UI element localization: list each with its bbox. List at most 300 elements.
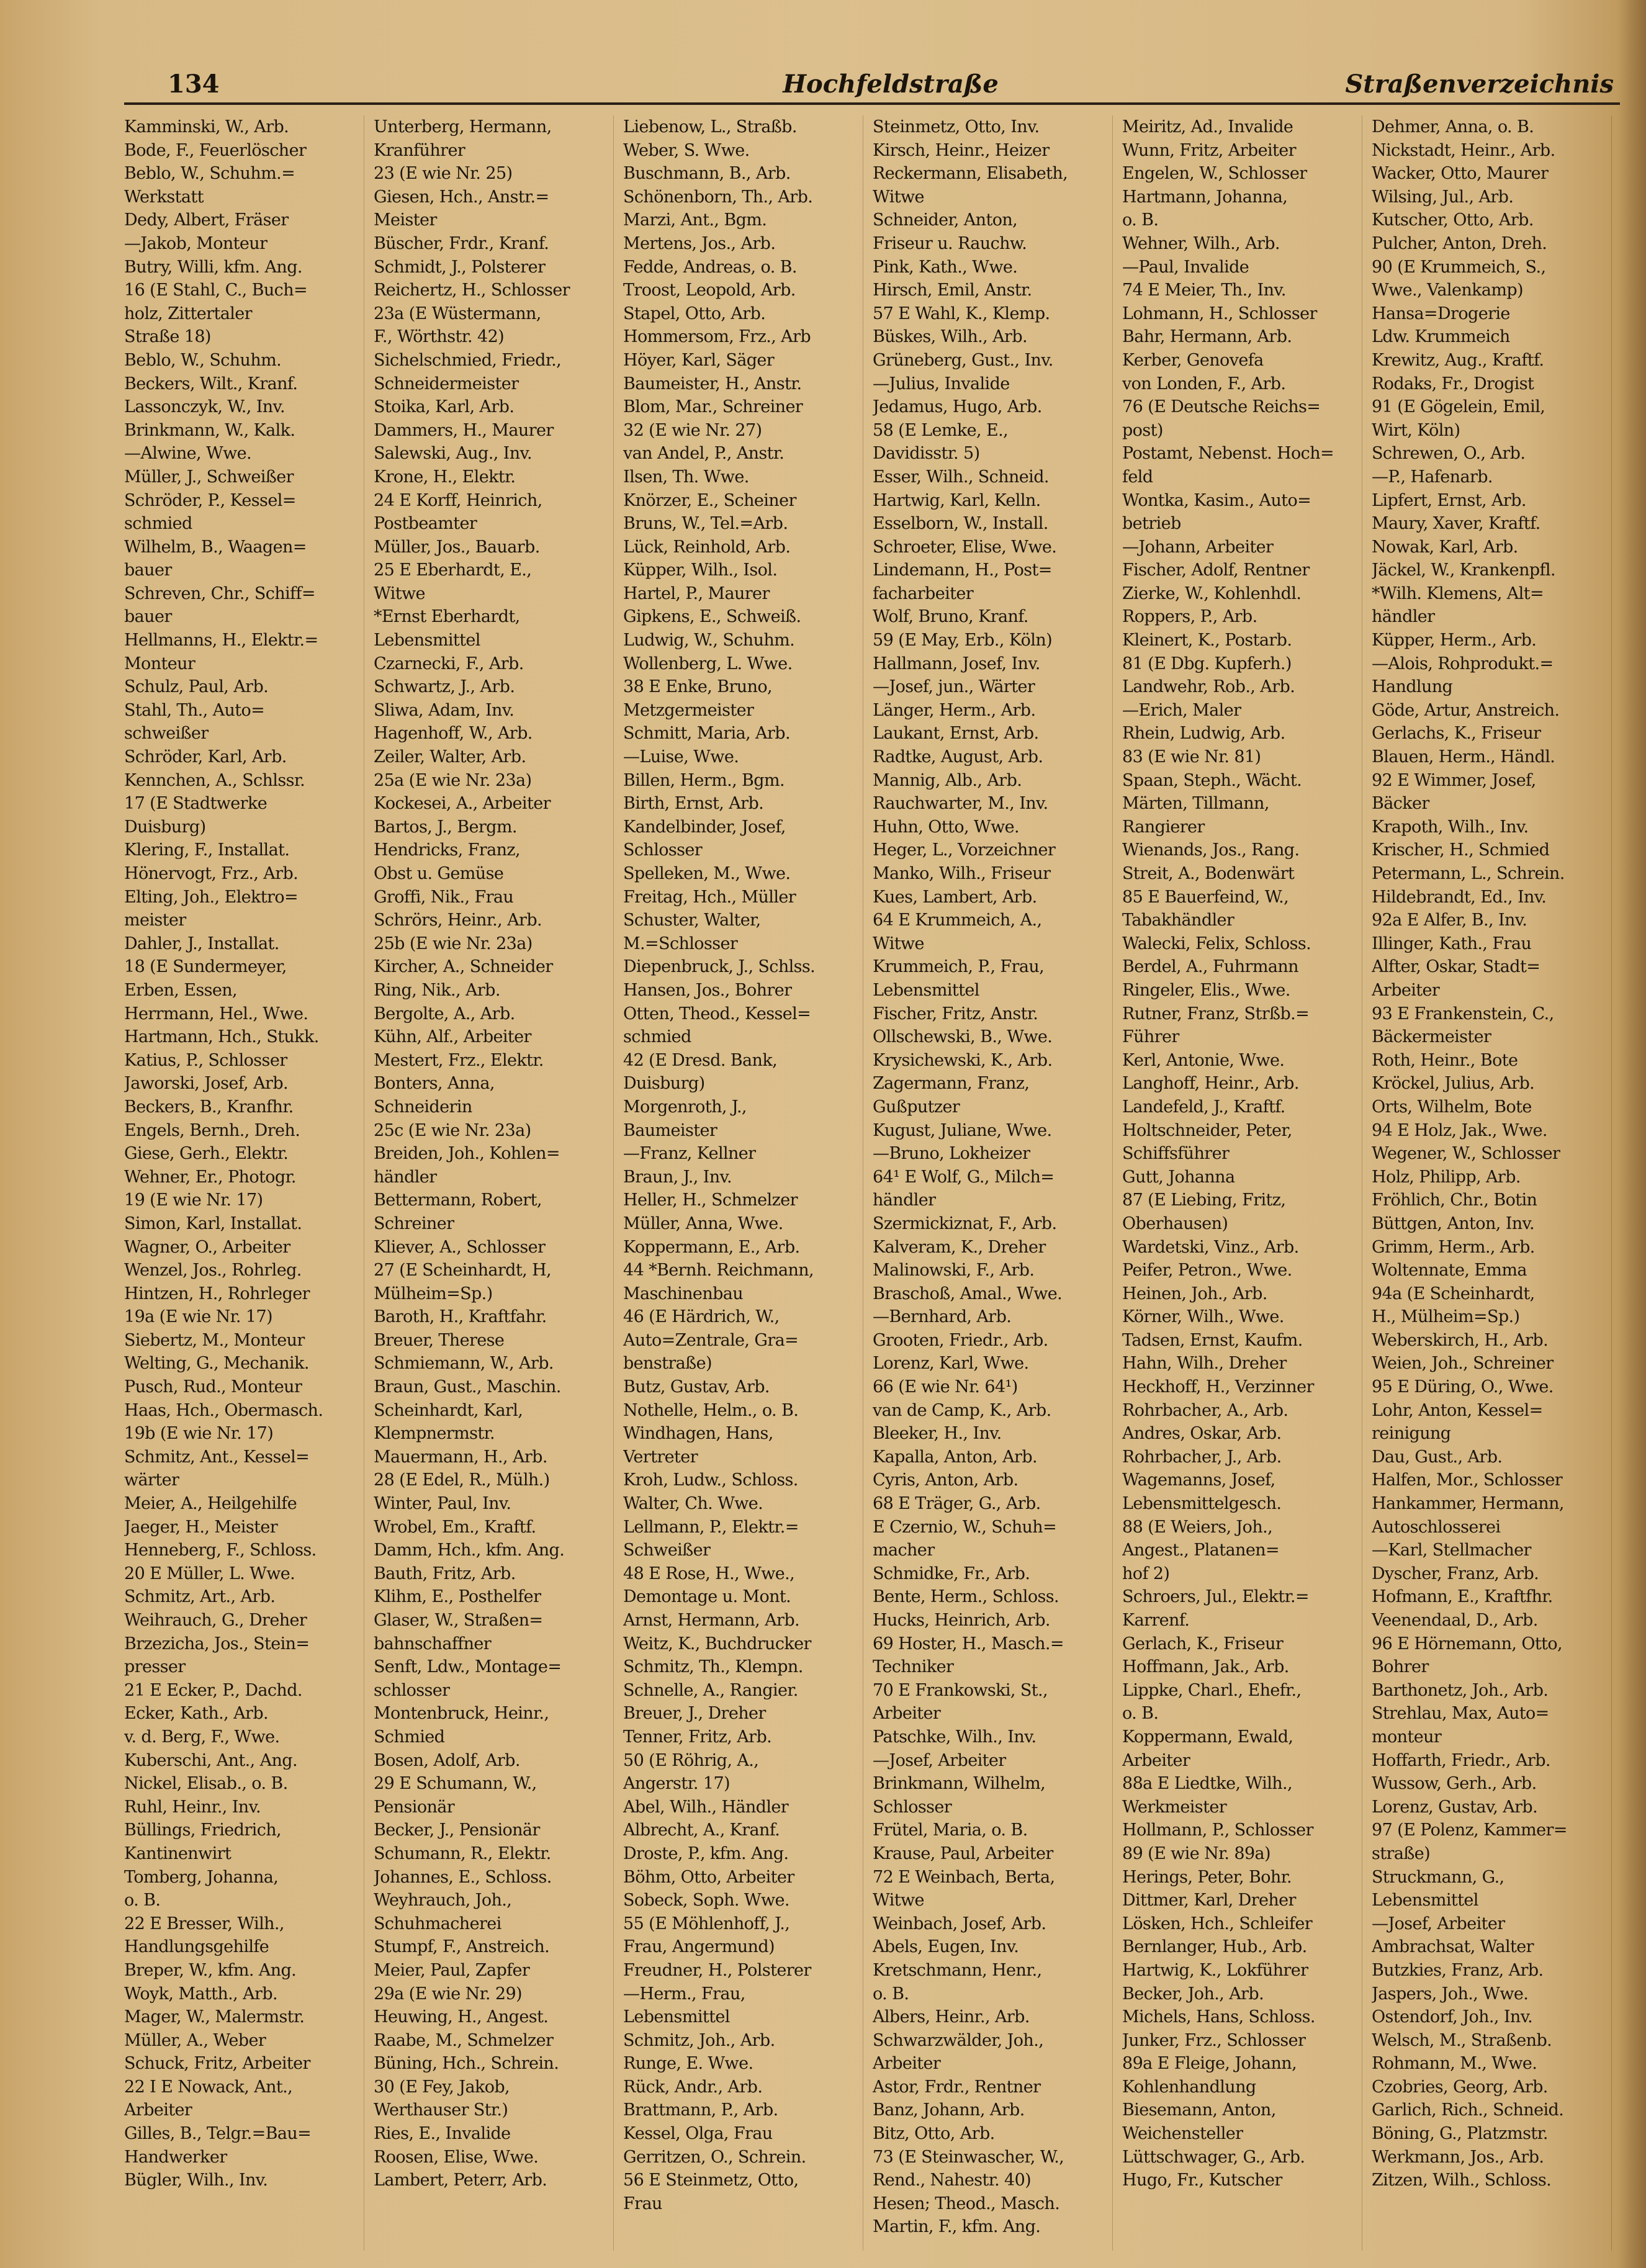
directory-entry-line: van Andel, P., Anstr. [623, 444, 785, 464]
directory-entry-line: Otten, Theod., Kessel= [623, 1004, 811, 1024]
directory-entry-line: Krummeich, P., Frau, [873, 957, 1045, 977]
directory-entry-line: Weihrauch, G., Dreher [124, 1611, 307, 1630]
directory-entry-line: —Herm., Frau, [623, 1984, 745, 2004]
directory-entry-line: 89a E Fleige, Johann, [1122, 2054, 1297, 2074]
directory-entry-line: Rangierer [1122, 817, 1205, 837]
directory-entry-line: Jaworski, Josef, Arb. [124, 1074, 288, 1094]
directory-entry-line: Schlosser [873, 1797, 952, 1817]
directory-entry-line: händler [873, 1190, 936, 1210]
directory-entry-line: betrieb [1122, 514, 1181, 534]
directory-entry-line: Schmitt, Maria, Arb. [623, 724, 790, 744]
directory-entry-line: 94 E Holz, Jak., Wwe. [1372, 1120, 1547, 1140]
directory-entry-line: Schreven, Chr., Schiff= [124, 583, 315, 603]
directory-entry-line: —Johann, Arbeiter [1122, 537, 1274, 557]
directory-entry-line: Kliever, A., Schlosser [374, 1237, 546, 1257]
directory-entry-line: Büttgen, Anton, Inv. [1372, 1213, 1534, 1233]
directory-entry-line: 25a (E wie Nr. 23a) [374, 770, 532, 790]
directory-entry-line: Lorenz, Gustav, Arb. [1372, 1797, 1538, 1817]
directory-entry-line: Jäckel, W., Krankenpfl. [1372, 560, 1555, 580]
directory-entry-line: H., Mülheim=Sp.) [1372, 1307, 1520, 1327]
directory-entry-line: Wacker, Otto, Maurer [1372, 164, 1549, 184]
directory-entry-line: Kühn, Alf., Arbeiter [374, 1027, 531, 1047]
directory-entry-line: —Josef, Arbeiter [1372, 1914, 1505, 1933]
directory-entry-line: 23a (E Wüstermann, [374, 304, 541, 323]
directory-entry-line: Ries, E., Invalide [374, 2124, 511, 2144]
directory-entry-line: Salewski, Aug., Inv. [374, 444, 532, 464]
directory-entry-line: Hartmann, Johanna, [1122, 187, 1288, 207]
directory-entry-line: bauer [124, 607, 172, 627]
directory-entry-line: Kohlenhandlung [1122, 2077, 1256, 2097]
directory-entry-line: Hesen; Theod., Masch. [873, 2194, 1060, 2213]
directory-entry-line: Handlung [1372, 677, 1453, 697]
directory-entry-line: Zierke, W., Kohlenhdl. [1122, 583, 1302, 603]
directory-entry-line: Werkmeister [1122, 1797, 1227, 1817]
directory-entry-line: 88 (E Weiers, Joh., [1122, 1517, 1273, 1537]
directory-entry-line: Landwehr, Rob., Arb. [1122, 677, 1295, 697]
directory-entry-line: Runge, E. Wwe. [623, 2054, 753, 2074]
directory-entry-line: Baumeister [623, 1120, 717, 1140]
directory-entry-line: Witwe [873, 934, 924, 953]
directory-entry-line: Führer [1122, 1027, 1179, 1047]
directory-entry-line: *Ernst Eberhardt, [374, 607, 520, 627]
directory-entry-line: schweißer [124, 724, 209, 744]
directory-entry-line: Weichensteller [1122, 2124, 1243, 2144]
directory-entry-line: 25c (E wie Nr. 23a) [374, 1120, 531, 1140]
directory-entry-line: Baumeister, H., Anstr. [623, 374, 802, 394]
directory-entry-line: Engels, Bernh., Dreh. [124, 1120, 300, 1140]
directory-entry-line: Kandelbinder, Josef, [623, 817, 786, 837]
directory-entry-line: o. B. [1122, 1704, 1159, 1724]
directory-entry-line: Bäcker [1372, 794, 1429, 814]
directory-entry-line: Dau, Gust., Arb. [1372, 1447, 1503, 1467]
directory-entry-line: Martin, F., kfm. Ang. [873, 2217, 1041, 2237]
directory-entry-line: Schmitz, Ant., Kessel= [124, 1447, 310, 1467]
directory-entry-line: Patschke, Wilh., Inv. [873, 1727, 1037, 1747]
directory-entry-line: Monteur [124, 654, 196, 673]
directory-entry-line: Krapoth, Wilh., Inv. [1372, 817, 1529, 837]
directory-entry-line: Droste, P., kfm. Ang. [623, 1843, 789, 1863]
directory-entry-line: Wehner, Wilh., Arb. [1122, 233, 1280, 253]
directory-entry-line: Lebensmittel [374, 631, 480, 650]
directory-entry-line: Weberskirch, H., Arb. [1372, 1330, 1549, 1350]
directory-entry-line: 28 (E Edel, R., Mülh.) [374, 1470, 550, 1490]
directory-entry-line: Freitag, Hch., Müller [623, 887, 796, 907]
directory-entry-line: Alfter, Oskar, Stadt= [1372, 957, 1540, 977]
directory-entry-line: Lösken, Hch., Schleifer [1122, 1914, 1313, 1933]
directory-entry-line: 18 (E Sundermeyer, [124, 957, 287, 977]
directory-entry-line: Schwarzwälder, Joh., [873, 2030, 1044, 2050]
directory-entry-line: 25 E Eberhardt, E., [374, 560, 532, 580]
directory-entry-line: Grimm, Herm., Arb. [1372, 1237, 1535, 1257]
directory-entry-line: Troost, Leopold, Arb. [623, 281, 796, 300]
directory-entry-line: Wegener, W., Schlosser [1372, 1144, 1560, 1164]
directory-entry-line: Müller, Jos., Bauarb. [374, 537, 540, 557]
directory-entry-line: 24 E Korff, Heinrich, [374, 490, 542, 510]
directory-entry-line: Werthauser Str.) [374, 2100, 508, 2120]
directory-entry-line: Jedamus, Hugo, Arb. [873, 397, 1042, 417]
directory-entry-line: Herrmann, Hel., Wwe. [124, 1004, 308, 1024]
directory-entry-line: Hofmann, E., Kraftfhr. [1372, 1587, 1553, 1607]
directory-entry-line: Länger, Herm., Arb. [873, 700, 1036, 720]
directory-entry-line: Spelleken, M., Wwe. [623, 864, 791, 883]
directory-entry-line: Czobries, Georg, Arb. [1372, 2077, 1548, 2097]
directory-entry-line: van de Camp, K., Arb. [873, 1400, 1051, 1420]
directory-entry-line: Hintzen, H., Rohrleger [124, 1284, 310, 1303]
directory-entry-line: Lüttschwager, G., Arb. [1122, 2147, 1305, 2167]
directory-entry-line: 76 (E Deutsche Reichs= [1122, 397, 1321, 417]
directory-entry-line: Hollmann, P., Schlosser [1122, 1820, 1313, 1840]
directory-entry-line: Radtke, August, Arb. [873, 747, 1043, 767]
directory-entry-line: Ldw. Krummeich [1372, 327, 1510, 347]
directory-entry-line: Petermann, L., Schrein. [1372, 864, 1565, 883]
directory-entry-line: 90 (E Krummeich, S., [1372, 257, 1546, 277]
directory-entry-line: Kues, Lambert, Arb. [873, 887, 1037, 907]
directory-entry-line: Czarnecki, F., Arb. [374, 654, 524, 673]
directory-entry-line: —Luise, Wwe. [623, 747, 739, 767]
directory-entry-line: Schuck, Fritz, Arbeiter [124, 2054, 310, 2074]
directory-entry-line: Holtschneider, Peter, [1122, 1120, 1292, 1140]
directory-entry-line: Walecki, Felix, Schloss. [1122, 934, 1311, 953]
directory-entry-line: Weinbach, Josef, Arb. [873, 1914, 1046, 1933]
directory-entry-line: Heuwing, H., Angest. [374, 2007, 549, 2027]
directory-entry-line: Krone, H., Elektr. [374, 467, 516, 487]
directory-entry-line: Glaser, W., Straßen= [374, 1611, 543, 1630]
directory-entry-line: Bruns, W., Tel.=Arb. [623, 514, 788, 534]
directory-entry-line: Handlungsgehilfe [124, 1937, 269, 1957]
directory-entry-line: Schulz, Paul, Arb. [124, 677, 269, 697]
directory-entry-line: Berdel, A., Fuhrmann [1122, 957, 1298, 977]
directory-entry-line: Knörzer, E., Scheiner [623, 490, 796, 510]
directory-entry-line: 22 I E Nowack, Ant., [124, 2077, 293, 2097]
directory-entry-line: Giese, Gerh., Elektr. [124, 1144, 289, 1164]
directory-entry-line: Schrewen, O., Arb. [1372, 444, 1526, 464]
directory-entry-line: Lück, Reinhold, Arb. [623, 537, 791, 557]
directory-entry-line: —P., Hafenarb. [1372, 467, 1493, 487]
directory-entry-line: Biesemann, Anton, [1122, 2100, 1276, 2120]
directory-entry-line: o. B. [873, 1984, 909, 2004]
directory-entry-line: Ilsen, Th. Wwe. [623, 467, 749, 487]
directory-entry-line: Dehmer, Anna, o. B. [1372, 117, 1534, 137]
directory-entry-line: Albers, Heinr., Arb. [873, 2007, 1030, 2027]
directory-entry-line: macher [873, 1541, 935, 1560]
directory-entry-line: 72 E Weinbach, Berta, [873, 1867, 1055, 1887]
directory-entry-line: Welting, G., Mechanik. [124, 1354, 309, 1374]
directory-entry-line: Witwe [374, 583, 425, 603]
directory-entry-line: Rutner, Franz, Strßb.= [1122, 1004, 1310, 1024]
directory-entry-line: Ostendorf, Joh., Inv. [1372, 2007, 1533, 2027]
directory-entry-line: Lipfert, Ernst, Arb. [1372, 490, 1526, 510]
directory-entry-line: Frütel, Maria, o. B. [873, 1820, 1028, 1840]
directory-entry-line: Banz, Johann, Arb. [873, 2100, 1025, 2120]
directory-entry-line: Walter, Ch. Wwe. [623, 1494, 763, 1514]
directory-entry-line: Rodaks, Fr., Drogist [1372, 374, 1534, 394]
directory-entry-line: Halfen, Mor., Schlosser [1372, 1470, 1563, 1490]
directory-entry-line: Veenendaal, D., Arb. [1372, 1611, 1538, 1630]
directory-entry-line: Maschinenbau [623, 1284, 744, 1303]
directory-entry-line: —Josef, jun., Wärter [873, 677, 1035, 697]
directory-entry-line: Schweißer [623, 1541, 711, 1560]
directory-column-4 [873, 115, 1113, 2251]
directory-entry-line: Scheinhardt, Karl, [374, 1400, 523, 1420]
directory-entry-line: Beckers, B., Kranfhr. [124, 1097, 294, 1117]
directory-entry-line: 42 (E Dresd. Bank, [623, 1050, 778, 1070]
directory-entry-line: Hildebrandt, Ed., Inv. [1372, 887, 1547, 907]
directory-column-5 [1122, 115, 1362, 2251]
directory-entry-line: Weber, S. Wwe. [623, 140, 750, 160]
directory-entry-line: Weitz, K., Buchdrucker [623, 1634, 811, 1654]
directory-entry-line: Kerber, Genovefa [1122, 350, 1264, 370]
directory-entry-line: Metzgermeister [623, 700, 754, 720]
directory-entry-line: Weyhrauch, Joh., [374, 1891, 512, 1910]
directory-entry-line: 97 (E Polenz, Kammer= [1372, 1820, 1567, 1840]
directory-entry-line: Arbeiter [124, 2100, 192, 2120]
directory-entry-line: Mannig, Alb., Arb. [873, 770, 1022, 790]
directory-entry-line: Lassonczyk, W., Inv. [124, 397, 285, 417]
directory-entry-line: —Josef, Arbeiter [873, 1750, 1006, 1770]
directory-entry-line: händler [1372, 607, 1435, 627]
directory-entry-line: Blom, Mar., Schreiner [623, 397, 803, 417]
directory-entry-line: Braun, J., Inv. [623, 1167, 732, 1187]
directory-entry-line: reinigung [1372, 1424, 1451, 1444]
directory-entry-line: Höyer, Karl, Säger [623, 350, 775, 370]
directory-entry-line: Kranführer [374, 140, 465, 160]
directory-entry-line: Lohmann, H., Schlosser [1122, 304, 1317, 323]
directory-entry-line: Hagenhoff, W., Arb. [374, 724, 533, 744]
directory-entry-line: bahnschaffner [374, 1634, 492, 1654]
directory-entry-line: Schreiner [374, 1213, 454, 1233]
directory-entry-line: Stumpf, F., Anstreich. [374, 1937, 550, 1957]
directory-entry-line: Esser, Wilh., Schneid. [873, 467, 1049, 487]
directory-entry-line: Wirt, Köln) [1372, 420, 1460, 440]
directory-entry-line: —Erich, Maler [1122, 700, 1241, 720]
directory-entry-line: Hartwig, Karl, Kelln. [873, 490, 1041, 510]
directory-entry-line: Winter, Paul, Inv. [374, 1494, 511, 1514]
directory-entry-line: Beblo, W., Schuhm. [124, 350, 282, 370]
section-title: Straßenverzeichnis [1345, 70, 1614, 99]
directory-entry-line: Mauermann, H., Arb. [374, 1447, 547, 1467]
directory-entry-line: Reckermann, Elisabeth, [873, 164, 1068, 184]
directory-entry-line: Sichelschmied, Friedr., [374, 350, 562, 370]
directory-entry-line: 59 (E May, Erb., Köln) [873, 631, 1053, 650]
directory-entry-line: —Paul, Invalide [1122, 257, 1249, 277]
directory-entry-line: F., Wörthstr. 42) [374, 327, 505, 347]
directory-entry-line: Schmidt, J., Polsterer [374, 257, 546, 277]
directory-entry-line: Henneberg, F., Schloss. [124, 1541, 317, 1560]
directory-entry-line: Wontka, Kasim., Auto= [1122, 490, 1311, 510]
directory-entry-line: Astor, Frdr., Rentner [873, 2077, 1041, 2097]
directory-entry-line: —Bruno, Lokheizer [873, 1144, 1030, 1164]
directory-entry-line: Fröhlich, Chr., Botin [1372, 1190, 1537, 1210]
directory-entry-line: Klihm, E., Posthelfer [374, 1587, 541, 1607]
directory-entry-line: Billen, Herm., Bgm. [623, 770, 785, 790]
directory-column-3 [623, 115, 863, 2251]
directory-entry-line: 38 E Enke, Bruno, [623, 677, 772, 697]
directory-entry-line: Wehner, Er., Photogr. [124, 1167, 296, 1187]
directory-entry-line: Huhn, Otto, Wwe. [873, 817, 1019, 837]
directory-entry-line: Auto=Zentrale, Gra= [623, 1330, 799, 1350]
directory-entry-line: Rhein, Ludwig, Arb. [1122, 724, 1285, 744]
directory-entry-line: Lebensmittelgesch. [1122, 1494, 1282, 1514]
directory-entry-line: Hankammer, Hermann, [1372, 1494, 1564, 1514]
directory-entry-line: Kennchen, A., Schlssr. [124, 770, 305, 790]
directory-entry-line: Roppers, P., Arb. [1122, 607, 1257, 627]
directory-entry-line: Straße 18) [124, 327, 211, 347]
directory-entry-line: Ruhl, Heinr., Inv. [124, 1797, 261, 1817]
directory-entry-line: Vertreter [623, 1447, 698, 1467]
directory-entry-line: Zitzen, Wilh., Schloss. [1372, 2171, 1552, 2190]
directory-entry-line: Hartwig, K., Lokführer [1122, 1960, 1308, 1980]
directory-entry-line: Esselborn, W., Install. [873, 514, 1048, 534]
directory-entry-line: Ludwig, W., Schuhm. [623, 631, 795, 650]
directory-entry-line: Wwe., Valenkamp) [1372, 281, 1523, 300]
directory-entry-line: Heckhoff, H., Verzinner [1122, 1377, 1314, 1397]
directory-entry-line: Koppermann, E., Arb. [623, 1237, 800, 1257]
directory-entry-line: Lellmann, P., Elektr.= [623, 1517, 799, 1537]
directory-entry-line: Unterberg, Hermann, [374, 117, 552, 137]
directory-entry-line: Rohmann, M., Wwe. [1372, 2054, 1537, 2074]
directory-entry-line: Garlich, Rich., Schneid. [1372, 2100, 1564, 2120]
directory-entry-line: Autoschlosserei [1372, 1517, 1501, 1537]
directory-entry-line: Breuer, J., Dreher [623, 1704, 766, 1724]
directory-entry-line: Arbeiter [1372, 980, 1440, 1000]
directory-entry-line: Wussow, Gerh., Arb. [1372, 1774, 1537, 1794]
directory-entry-line: Kleinert, K., Postarb. [1122, 631, 1292, 650]
directory-entry-line: Wardetski, Vinz., Arb. [1122, 1237, 1299, 1257]
directory-entry-line: Büskes, Wilh., Arb. [873, 327, 1028, 347]
directory-entry-line: 20 E Müller, L. Wwe. [124, 1564, 295, 1583]
directory-entry-line: 21 E Ecker, P., Dachd. [124, 1680, 302, 1700]
directory-entry-line: Böning, G., Platzmstr. [1372, 2124, 1548, 2144]
directory-entry-line: Sobeck, Soph. Wwe. [623, 1891, 789, 1910]
directory-entry-line: Göde, Artur, Anstreich. [1372, 700, 1560, 720]
directory-entry-line: Angest., Platanen= [1122, 1541, 1280, 1560]
directory-entry-line: Hartel, P., Maurer [623, 583, 770, 603]
directory-entry-line: Schneidermeister [374, 374, 519, 394]
directory-entry-line: 58 (E Lemke, E., [873, 420, 1009, 440]
directory-entry-line: Lambert, Peterr, Arb. [374, 2171, 547, 2190]
directory-entry-line: Giesen, Hch., Anstr.= [374, 187, 549, 207]
directory-entry-line: Arbeiter [873, 2054, 941, 2074]
directory-entry-line: 89 (E wie Nr. 89a) [1122, 1843, 1270, 1863]
directory-entry-line: Heger, L., Vorzeichner [873, 840, 1056, 860]
directory-entry-line: 93 E Frankenstein, C., [1372, 1004, 1554, 1024]
directory-entry-line: Brattmann, P., Arb. [623, 2100, 778, 2120]
directory-entry-line: Büscher, Frdr., Kranf. [374, 233, 549, 253]
directory-entry-line: Duisburg) [124, 817, 206, 837]
directory-entry-line: Landefeld, J., Kraftf. [1122, 1097, 1285, 1117]
directory-entry-line: Ambrachsat, Walter [1372, 1937, 1534, 1957]
directory-entry-line: Bügler, Wilh., Inv. [124, 2171, 268, 2190]
directory-entry-line: Wenzel, Jos., Rohrleg. [124, 1261, 302, 1280]
directory-entry-line: Lebensmittel [623, 2007, 730, 2027]
directory-entry-line: Oberhausen) [1122, 1213, 1228, 1233]
directory-entry-line: Friseur u. Rauchw. [873, 233, 1027, 253]
directory-entry-line: Roth, Heinr., Bote [1372, 1050, 1518, 1070]
directory-entry-line: o. B. [124, 1891, 161, 1910]
directory-entry-line: Hallmann, Josef, Inv. [873, 654, 1040, 673]
directory-entry-line: Schuhmacherei [374, 1914, 501, 1933]
directory-entry-line: Simon, Karl, Installat. [124, 1213, 302, 1233]
directory-entry-line: Heller, H., Schmelzer [623, 1190, 798, 1210]
directory-column-6 [1372, 115, 1612, 2251]
directory-entry-line: —Alois, Rohprodukt.= [1372, 654, 1554, 673]
directory-entry-line: Erben, Essen, [124, 980, 238, 1000]
directory-entry-line: Hirsch, Emil, Anstr. [873, 281, 1032, 300]
directory-entry-line: Schlosser [623, 840, 703, 860]
directory-entry-line: Krysichewski, K., Arb. [873, 1050, 1053, 1070]
directory-entry-line: Tomberg, Johanna, [124, 1867, 279, 1887]
directory-entry-line: Elting, Joh., Elektro= [124, 887, 299, 907]
directory-entry-line: Körner, Wilh., Wwe. [1122, 1307, 1284, 1327]
directory-entry-line: Spaan, Steph., Wächt. [1122, 770, 1302, 790]
directory-entry-line: Rohrbacher, J., Arb. [1122, 1447, 1282, 1467]
directory-entry-line: Obst u. Gemüse [374, 864, 504, 883]
directory-entry-line: Hommersom, Frz., Arb [623, 327, 811, 347]
directory-entry-line: Kugust, Juliane, Wwe. [873, 1120, 1052, 1140]
directory-entry-line: Beckers, Wilt., Kranf. [124, 374, 298, 394]
directory-entry-line: Wagner, O., Arbeiter [124, 1237, 290, 1257]
directory-entry-line: Nowak, Karl, Arb. [1372, 537, 1518, 557]
directory-entry-line: 92 E Wimmer, Josef, [1372, 770, 1536, 790]
directory-entry-line: schlosser [374, 1680, 450, 1700]
directory-entry-line: —Julius, Invalide [873, 374, 1010, 394]
directory-entry-line: Pensionär [374, 1797, 455, 1817]
directory-entry-line: Woyk, Matth., Arb. [124, 1984, 278, 2004]
directory-entry-line: Meier, A., Heilgehilfe [124, 1494, 297, 1514]
directory-entry-line: Brinkmann, W., Kalk. [124, 420, 295, 440]
directory-entry-line: Becker, J., Pensionär [374, 1820, 540, 1840]
directory-entry-line: Dyscher, Franz, Arb. [1372, 1564, 1539, 1583]
directory-entry-line: Müller, A., Weber [124, 2030, 266, 2050]
directory-entry-line: Meiritz, Ad., Invalide [1122, 117, 1293, 137]
directory-entry-line: Kircher, A., Schneider [374, 957, 553, 977]
directory-entry-line: Wagemanns, Josef, [1122, 1470, 1275, 1490]
directory-entry-line: Fischer, Fritz, Anstr. [873, 1004, 1038, 1024]
directory-entry-line: Lindemann, H., Post= [873, 560, 1052, 580]
directory-entry-line: Angerstr. 17) [623, 1774, 730, 1794]
directory-entry-line: Damm, Hch., kfm. Ang. [374, 1541, 565, 1560]
directory-entry-line: Hucks, Heinrich, Arb. [873, 1611, 1050, 1630]
directory-entry-line: Schmiemann, W., Arb. [374, 1354, 554, 1374]
directory-entry-line: Kamminski, W., Arb. [124, 117, 289, 137]
directory-entry-line: Abel, Wilh., Händler [623, 1797, 789, 1817]
directory-entry-line: Engelen, W., Schlosser [1122, 164, 1307, 184]
directory-entry-line: schmied [623, 1027, 691, 1047]
directory-entry-line: Butzkies, Franz, Arb. [1372, 1960, 1544, 1980]
directory-entry-line: —Karl, Stellmacher [1372, 1541, 1531, 1560]
directory-entry-line: Werkstatt [124, 187, 204, 207]
directory-entry-line: Haas, Hch., Obermasch. [124, 1400, 323, 1420]
directory-entry-line: facharbeiter [873, 583, 974, 603]
directory-entry-line: E Czernio, W., Schuh= [873, 1517, 1057, 1537]
header-rule [124, 102, 1620, 105]
directory-entry-line: Schiffsführer [1122, 1144, 1230, 1164]
directory-entry-line: Krischer, H., Schmied [1372, 840, 1550, 860]
directory-entry-line: Arnst, Hermann, Arb. [623, 1611, 800, 1630]
directory-entry-line: Szermickiznat, F., Arb. [873, 1213, 1057, 1233]
directory-entry-line: Werkmann, Jos., Arb. [1372, 2147, 1544, 2167]
directory-entry-line: holz, Zittertaler [124, 304, 252, 323]
directory-entry-line: Gilles, B., Telgr.=Bau= [124, 2124, 312, 2144]
directory-entry-line: Grüneberg, Gust., Inv. [873, 350, 1053, 370]
directory-entry-line: Junker, Frz., Schlosser [1122, 2030, 1306, 2050]
directory-entry-line: Breuer, Therese [374, 1330, 505, 1350]
directory-entry-line: Ring, Nik., Arb. [374, 980, 500, 1000]
directory-entry-line: 30 (E Fey, Jakob, [374, 2077, 510, 2097]
directory-entry-line: 55 (E Möhlenhoff, J., [623, 1914, 790, 1933]
directory-entry-line: Grooten, Friedr., Arb. [873, 1330, 1048, 1350]
directory-entry-line: 27 (E Scheinhardt, H, [374, 1261, 551, 1280]
